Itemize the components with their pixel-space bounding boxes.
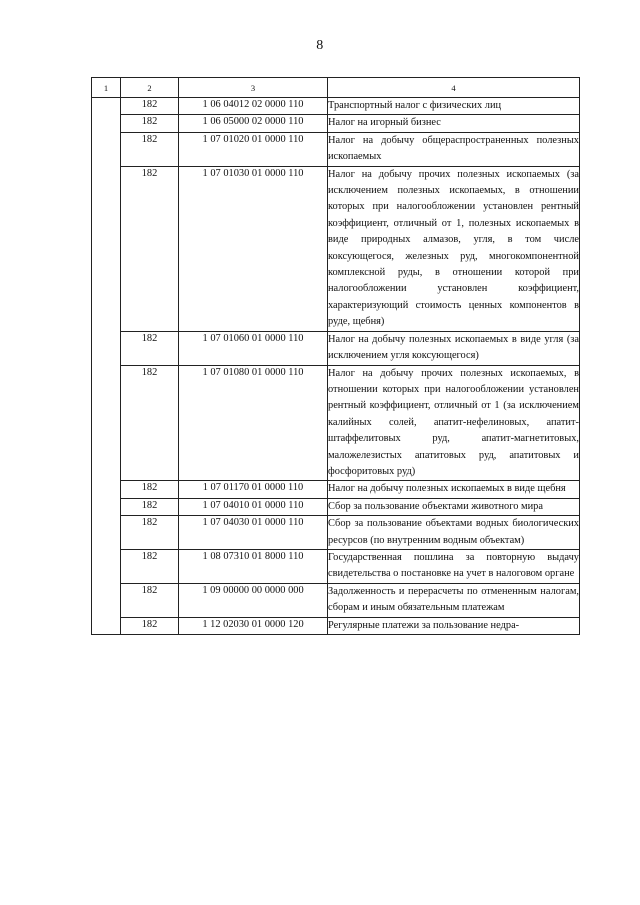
- table-row: [92, 481, 580, 498]
- income-name-cell: Регулярные платежи за пользование недра-: [328, 617, 580, 634]
- income-code-cell: 1 07 01060 01 0000 110: [179, 331, 328, 365]
- empty-first-column-cell: [92, 98, 121, 635]
- income-code-cell: 1 12 02030 01 0000 120: [179, 617, 328, 634]
- admin-code-cell: 182: [121, 132, 179, 166]
- income-code-cell: 1 06 05000 02 0000 110: [179, 115, 328, 132]
- page-number: 8: [316, 38, 324, 53]
- income-name-cell: Транспортный налог с физических лиц: [328, 98, 580, 115]
- table-row: [92, 166, 580, 331]
- income-codes-table: [91, 77, 580, 635]
- admin-code-cell: 182: [121, 98, 179, 115]
- admin-code-cell: 182: [121, 331, 179, 365]
- admin-code-cell: 182: [121, 549, 179, 583]
- admin-code-cell: 182: [121, 583, 179, 617]
- income-code-cell: 1 07 04030 01 0000 110: [179, 516, 328, 550]
- income-name-cell: Налог на игорный бизнес: [328, 115, 580, 132]
- income-code-cell: 1 07 01170 01 0000 110: [179, 481, 328, 498]
- income-code-cell: 1 07 04010 01 0000 110: [179, 498, 328, 515]
- table-row: [92, 115, 580, 132]
- admin-code-cell: 182: [121, 617, 179, 634]
- table-header-row: [92, 78, 580, 98]
- table-row: [92, 98, 580, 115]
- admin-code-cell: 182: [121, 115, 179, 132]
- admin-code-cell: 182: [121, 166, 179, 331]
- table-row: [92, 583, 580, 617]
- income-code-cell: 1 07 01030 01 0000 110: [179, 166, 328, 331]
- table-row: [92, 516, 580, 550]
- income-name-cell: Налог на добычу полезных ископаемых в виде угля (за исключением угля коксующегося): [328, 331, 580, 365]
- income-name-cell: Налог на добычу полезных ископаемых в виде щебня: [328, 481, 580, 498]
- table-row: [92, 365, 580, 481]
- admin-code-cell: 182: [121, 498, 179, 515]
- income-code-cell: 1 08 07310 01 8000 110: [179, 549, 328, 583]
- admin-code-cell: 182: [121, 481, 179, 498]
- income-code-cell: 1 07 01080 01 0000 110: [179, 365, 328, 481]
- column-header: 2: [121, 78, 179, 98]
- income-code-cell: 1 09 00000 00 0000 000: [179, 583, 328, 617]
- admin-code-cell: 182: [121, 365, 179, 481]
- column-header: 3: [179, 78, 328, 98]
- income-name-cell: Государственная пошлина за повторную выдачу свидетельства о постановке на учет в налоговом органе: [328, 549, 580, 583]
- table-row: [92, 132, 580, 166]
- income-name-cell: Сбор за пользование объектами водных биологических ресурсов (по внутренним водным объектам): [328, 516, 580, 550]
- income-code-cell: 1 07 01020 01 0000 110: [179, 132, 328, 166]
- table-row: [92, 331, 580, 365]
- income-name-cell: Налог на добычу прочих полезных ископаемых, в отношении которых при налогообложении установлен рентный коэффициент, отличный от 1 (за исключением калийных солей, апатит-нефелиновых, апатит-штаффелитовых руд, апатит-магнетитовых, маложелезистых апатитовых руд, апатитовых и фосфоритовых руд): [328, 365, 580, 481]
- column-header: 4: [328, 78, 580, 98]
- table-body: [92, 98, 580, 635]
- income-name-cell: Задолженность и перерасчеты по отмененным налогам, сборам и иным обязательным платежам: [328, 583, 580, 617]
- income-name-cell: Налог на добычу общераспространенных полезных ископаемых: [328, 132, 580, 166]
- income-name-cell: Сбор за пользование объектами животного мира: [328, 498, 580, 515]
- table-row: [92, 549, 580, 583]
- income-code-cell: 1 06 04012 02 0000 110: [179, 98, 328, 115]
- table-row: [92, 498, 580, 515]
- admin-code-cell: 182: [121, 516, 179, 550]
- income-name-cell: Налог на добычу прочих полезных ископаемых (за исключением полезных ископаемых, в отношении которых при налогообложении установлен рентный коэффициент, отличный от 1, полезных ископаемых в виде природных алмазов, угля, в том числе коксующегося, железных руд, многокомпонентной комплексной руды, в отношении которой при налогообложении установлен коэффициент, характеризующий стоимость ценных компонентов в руде, щебня): [328, 166, 580, 331]
- table-row: [92, 617, 580, 634]
- column-header: 1: [92, 78, 121, 98]
